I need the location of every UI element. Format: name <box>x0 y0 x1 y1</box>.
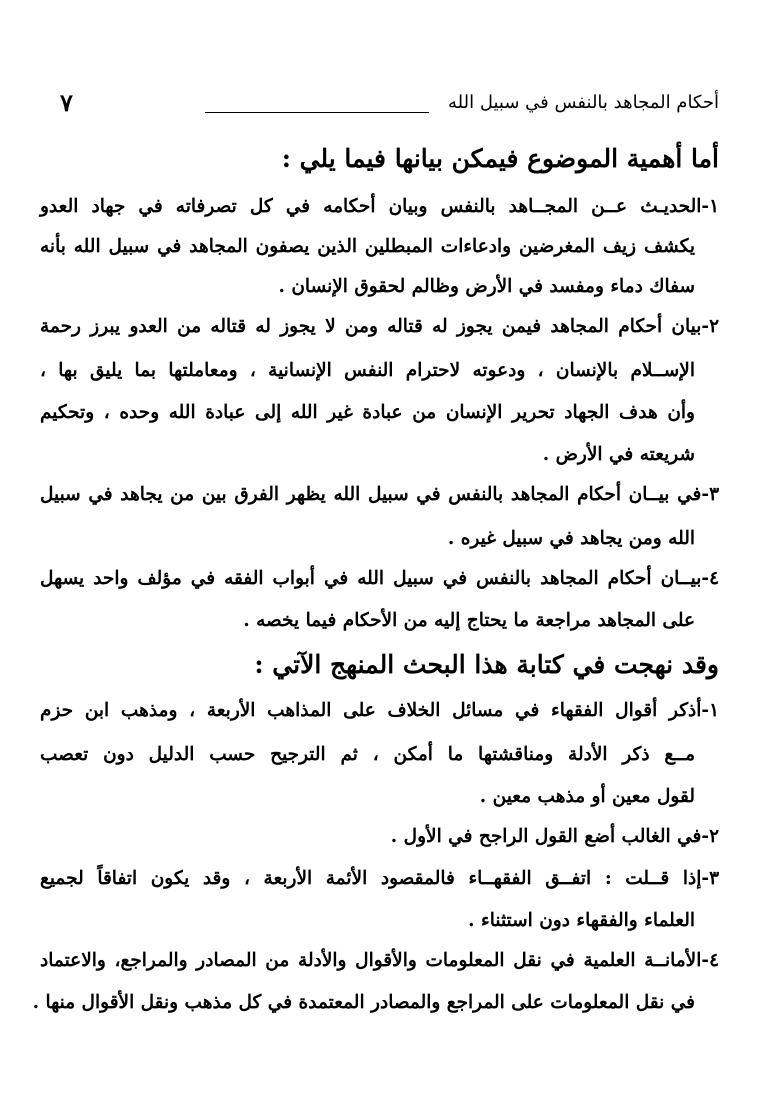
paragraph-line: ٢-في الغالب أضع القول الراجح في الأول . <box>390 826 719 847</box>
paragraph-line: على المجاهد مراجعة ما يحتاج إليه من الأحكام فيما يخصه . <box>243 610 695 631</box>
paragraph-line: الإســلام بالإنسان ، ودعوته لاحترام النفس الإنسانية ، ومعاملتها بما يليق بها ، <box>40 360 695 381</box>
paragraph-line: شريعته في الأرض . <box>542 444 695 465</box>
section-heading-methodology: وقد نهجت في كتابة هذا البحث المنهج الآتي : <box>254 650 719 679</box>
running-header <box>60 88 719 124</box>
paragraph-line: الله ومن يجاهد في سبيل غيره . <box>447 528 695 549</box>
section-heading-importance: أما أهمية الموضوع فيمكن بيانها فيما يلي : <box>281 144 719 173</box>
paragraph-line: يكشف زيف المغرضين وادعاءات المبطلين الذين يصفون المجاهد في سبيل الله بأنه <box>40 236 695 257</box>
paragraph-line: ٤-الأمانــة العلمية في نقل المعلومات والأقوال والأدلة من المصادر والمراجع، والاعتماد <box>40 950 719 971</box>
page-number: ٧ <box>60 88 73 117</box>
paragraph-line: لقول معين أو مذهب معين . <box>479 786 695 807</box>
paragraph-line: العلماء والفقهاء دون استثناء . <box>468 910 695 931</box>
paragraph-line: ٢-بيان أحكام المجاهد فيمن يجوز له قتاله ومن لا يجوز له قتاله من العدو يبرز رحمة <box>40 316 719 337</box>
paragraph-line: وأن هدف الجهاد تحرير الإنسان من عبادة غير الله إلى عبادة الله وحده ، وتحكيم <box>40 402 695 423</box>
paragraph-line: ٣-إذا قــلت : اتفــق الفقهــاء فالمقصود الأئمة الأربعة ، وقد يكون اتفاقاً لجميع <box>40 868 719 889</box>
paragraph-line: ١-أذكر أقوال الفقهاء في مسائل الخلاف على المذاهب الأربعة ، ومذهب ابن حزم <box>40 700 719 721</box>
header-rule <box>205 112 429 113</box>
paragraph-line: ١-الحديـث عــن المجــاهد بالنفس وبيان أحكامه في كل تصرفاته في جهاد العدو <box>40 196 719 217</box>
paragraph-line: ٤-بيــان أحكام المجاهد بالنفس في سبيل الله في أبواب الفقه في مؤلف واحد يسهل <box>40 568 719 589</box>
paragraph-line: ٣-في بيــان أحكام المجاهد بالنفس في سبيل الله يظهر الفرق بين من يجاهد في سبيل <box>40 484 719 505</box>
header-title: أحكام المجاهد بالنفس في سبيل الله <box>448 92 719 113</box>
paragraph-line: مــع ذكر الأدلة ومناقشتها ما أمكن ، ثم الترجيح حسب الدليل دون تعصب <box>40 744 695 765</box>
paragraph-line: سفاك دماء ومفسد في الأرض وظالم لحقوق الإنسان . <box>278 276 695 297</box>
paragraph-line: في نقل المعلومات على المراجع والمصادر المعتمدة في كل مذهب ونقل الأقوال منها . <box>32 992 695 1013</box>
